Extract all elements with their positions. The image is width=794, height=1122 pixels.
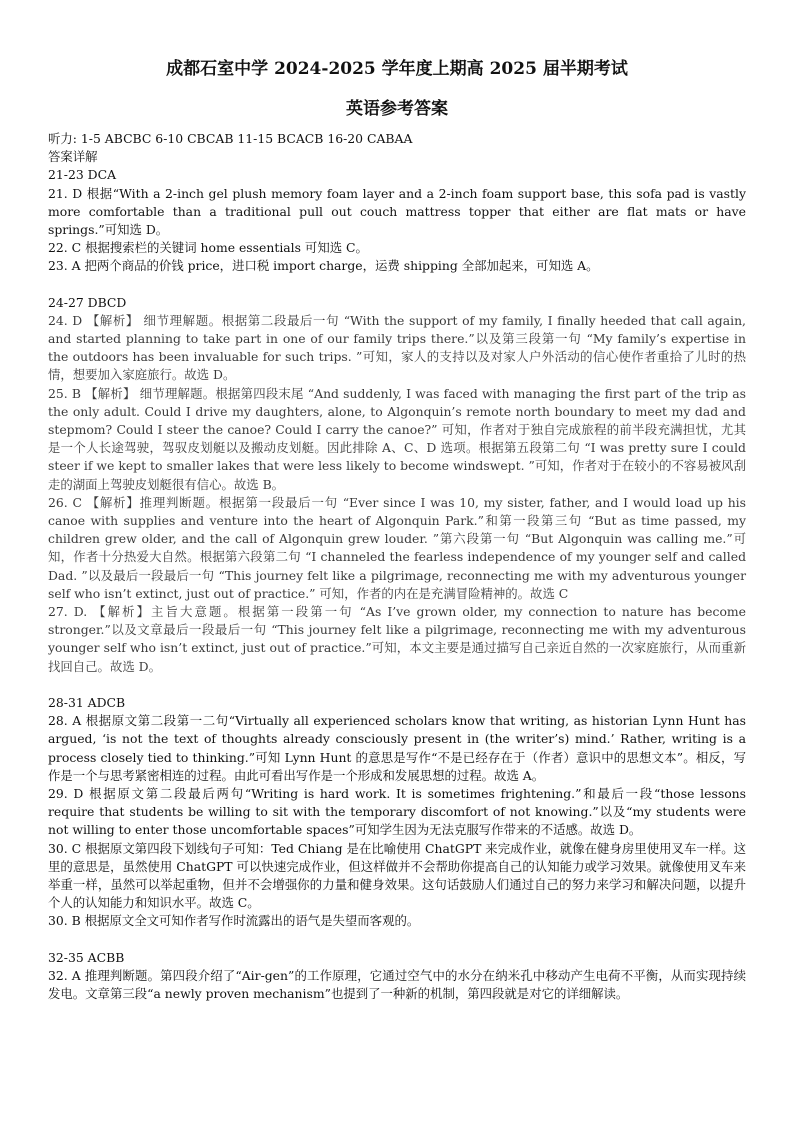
answer-paragraph: 22. C 根据搜索栏的关键词 home essentials 可知选 C。 (48, 240, 368, 256)
listening-answers: 听力: 1-5 ABCBC 6-10 CBCAB 11-15 BCACB 16-20 CABAA (48, 131, 413, 146)
answer-paragraph: 30. C 根据原文第四段下划线句子可知：Ted Chiang 是在比喻使用 ChatGPT 来完成作业，就像在健身房里使用叉车一样。这里的意思是，虽然使用 ChatGPT 可以快速完成作业，但这样做并不会帮助你提高自己的认知能力或学习效果。就像使用叉车来举重一样，虽然可以举起重物，但并不会增强你的力量和健身效果。这句话鼓励人们通过自己的努力来学习和解决问题，以提升个人的认知能力和知识水平。故选 C。 (48, 840, 746, 911)
answer-paragraph: 26. C 【解析】推理判断题。根据第一段最后一句 “Ever since I was 10, my sister, father, and I would load up his canoe with supplies and venture into the heart of Algonquin Park.”和第一段第三句 “But as time passed, my children grew older, and the call of Algonquin grew louder. ”第六段第一句 “But Algonquin was calling me.”可知，作者十分热爱大自然。根据第六段第二句 “I channeled the fearless independence of my younger self and called Dad. ”以及最后一段最后一句 “This journey felt like a pilgrimage, reconnecting me with my adventurous younger self who isn’t extinct, just out of practice.” 可知，作者的内在是充满冒险精神的。故选 C (48, 494, 746, 601)
section-key: 32-35 ACBB (48, 949, 125, 965)
answer-paragraph: 25. B 【解析】 细节理解题。根据第四段末尾 “And suddenly, I was faced with managing the first part of the trip as the only adult. Could I drive my daughters, alone, to Algonquin’s remote north boundary to meet my dad and stepmom? Could I steer the canoe? Could I carry the canoe?” 可知，作者对于独自完成旅程的前半段充满担忧，尤其是一个人长途驾驶，驾驭皮划艇以及搬动皮划艇。因此排除 A、C、D 选项。根据第五段第二句 “I was pretty sure I could steer if we kept to smaller lakes that were less likely to become windswept. ”可知，作者对于在较小的不容易被风刮走的湖面上驾驶皮划艇很有信心。故选 B。 (48, 385, 746, 492)
detail-heading: 答案详解 (48, 149, 98, 165)
section-key: 21-23 DCA (48, 167, 117, 183)
section-key: 24-27 DBCD (48, 294, 127, 310)
section-key: 28-31 ADCB (48, 694, 126, 710)
section-28-31 (48, 694, 746, 931)
answer-paragraph: 27. D. 【解析】主旨大意题。根据第一段第一句 “As I’ve grown older, my connection to nature has become stronger.”以及文章最后一段最后一句 “This journey felt like a pilgrimage, reconnecting me with my adventurous younger self who isn’t extinct, just out of practice.”可知，本文主要是通过描写自己亲近自然的一次家庭旅行，从而重新找回自己。故选 D。 (48, 604, 746, 674)
answer-paragraph: 24. D 【解析】 细节理解题。根据第二段最后一句 “With the support of my family, I finally heeded that call again, and started planning to take part in one of our family trips there.”以及第三段第一句 “My family’s expertise in the outdoors has been invaluable for such trips. ”可知，家人的支持以及对家人户外活动的信心使作者重拾了儿时的热情，想要加入家庭旅行。故选 D。 (48, 312, 746, 383)
section-gap (48, 931, 746, 949)
document-title: 成都石室中学 2024-2025 学年度上期高 2025 届半期考试 (166, 59, 628, 79)
section-gap (48, 676, 746, 694)
answer-paragraph: 23. A 把两个商品的价钱 price，进口税 import charge，运费 shipping 全部加起来，可知选 A。 (48, 258, 599, 274)
section-24-27 (48, 294, 746, 676)
section-gap (48, 276, 746, 294)
answer-paragraph: 32. A 推理判断题。第四段介绍了“Air-gen”的工作原理，它通过空气中的水分在纳米孔中移动产生电荷不平衡，从而实现持续发电。文章第三段“a newly proven mechanism”也提到了一种新的机制，第四段就是对它的详细解读。 (48, 967, 746, 1001)
answer-paragraph: 21. D 根据“With a 2-inch gel plush memory foam layer and a 2-inch foam support base, this sofa pad is vastly more comfortable than a traditional pull out couch mattress topper that either are flat mats or have springs.”可知选 D。 (48, 185, 746, 238)
section-32-35 (48, 949, 746, 1004)
answer-paragraph: 28. A 根据原文第二段第一二句“Virtually all experienced scholars know that writing, as historian Lynn Hunt has argued, ‘is not the text of thoughts already consciously present in (the writer’s) mind.’ Rather, writing is a process closely tied to thinking.”可知 Lynn Hunt 的意思是写作“不是已经存在于（作者）意识中的思想文本”。相反，写作是一个与思考紧密相连的过程。由此可看出写作是一个形成和发展思想的过程。故选 A。 (48, 713, 746, 783)
answer-paragraph: 30. B 根据原文全文可知作者写作时流露出的语气是失望而客观的。 (48, 913, 420, 929)
section-21-23 (48, 166, 746, 275)
answer-paragraph: 29. D 根据原文第二段最后两句“Writing is hard work. It is sometimes frightening.”和最后一段“those lessons require that students be willing to sit with the temporary discomfort of not knowing.”以及“my students were not willing to enter those uncomfortable spaces”可知学生因为无法克服写作带来的不适感。故选 D。 (48, 785, 746, 838)
document-subtitle: 英语参考答案 (346, 99, 448, 119)
